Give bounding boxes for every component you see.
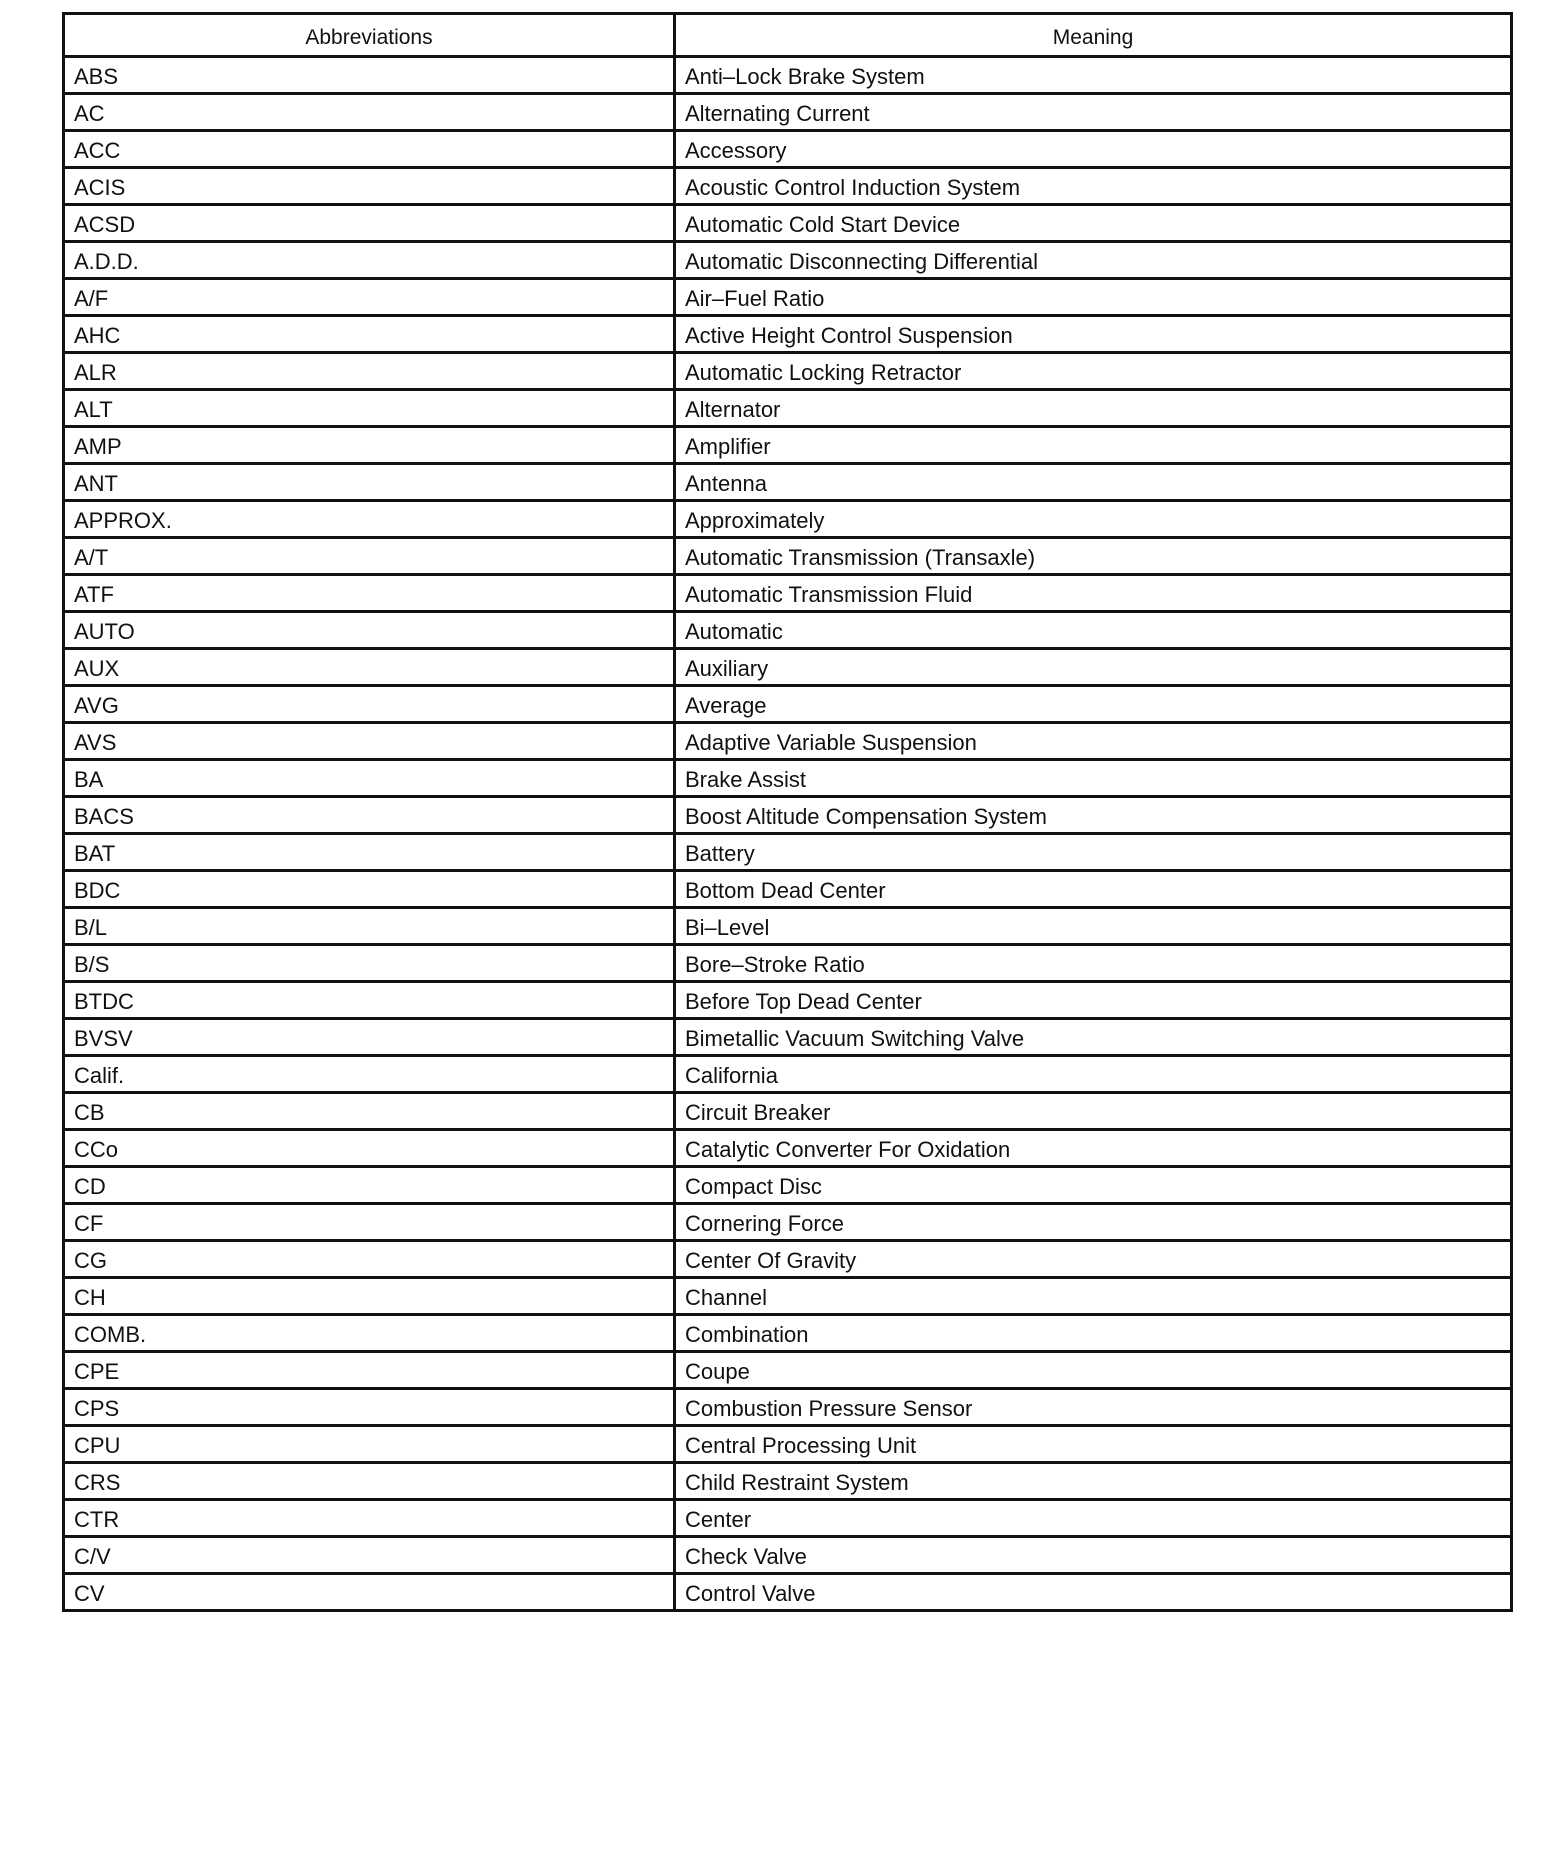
- abbreviation-cell: CPU: [64, 1426, 675, 1463]
- abbreviation-cell: A/F: [64, 279, 675, 316]
- abbreviation-cell: AHC: [64, 316, 675, 353]
- table-row: [64, 538, 1512, 575]
- abbreviations-table: [62, 12, 1513, 1612]
- table-row: [64, 1426, 1512, 1463]
- table-row: [64, 723, 1512, 760]
- table-row: [64, 1500, 1512, 1537]
- table-row: [64, 279, 1512, 316]
- table-row: [64, 1019, 1512, 1056]
- meaning-cell: Bi–Level: [675, 908, 1512, 945]
- abbreviation-cell: AUTO: [64, 612, 675, 649]
- table-row: [64, 1167, 1512, 1204]
- meaning-cell: Control Valve: [675, 1574, 1512, 1611]
- meaning-cell: Bottom Dead Center: [675, 871, 1512, 908]
- abbreviation-cell: BAT: [64, 834, 675, 871]
- table-row: [64, 353, 1512, 390]
- abbreviation-cell: AC: [64, 94, 675, 131]
- abbreviation-cell: AVG: [64, 686, 675, 723]
- abbreviation-cell: COMB.: [64, 1315, 675, 1352]
- meaning-cell: Brake Assist: [675, 760, 1512, 797]
- abbreviation-cell: CD: [64, 1167, 675, 1204]
- abbreviation-cell: CTR: [64, 1500, 675, 1537]
- abbreviation-cell: B/L: [64, 908, 675, 945]
- abbreviation-cell: BTDC: [64, 982, 675, 1019]
- meaning-cell: Combustion Pressure Sensor: [675, 1389, 1512, 1426]
- meaning-cell: Average: [675, 686, 1512, 723]
- meaning-cell: Boost Altitude Compensation System: [675, 797, 1512, 834]
- table-row: [64, 1241, 1512, 1278]
- table-row: [64, 1093, 1512, 1130]
- meaning-cell: Alternator: [675, 390, 1512, 427]
- abbreviation-cell: AUX: [64, 649, 675, 686]
- meaning-cell: Channel: [675, 1278, 1512, 1315]
- table-row: [64, 982, 1512, 1019]
- table-row: [64, 760, 1512, 797]
- meaning-cell: Automatic Transmission Fluid: [675, 575, 1512, 612]
- abbreviation-cell: ACIS: [64, 168, 675, 205]
- table-row: [64, 464, 1512, 501]
- meaning-cell: Center Of Gravity: [675, 1241, 1512, 1278]
- meaning-cell: Coupe: [675, 1352, 1512, 1389]
- meaning-cell: Compact Disc: [675, 1167, 1512, 1204]
- meaning-cell: Automatic Transmission (Transaxle): [675, 538, 1512, 575]
- meaning-cell: Automatic Disconnecting Differential: [675, 242, 1512, 279]
- table-row: [64, 57, 1512, 94]
- column-header-abbreviations: Abbreviations: [64, 14, 675, 57]
- meaning-cell: Alternating Current: [675, 94, 1512, 131]
- abbreviation-cell: BVSV: [64, 1019, 675, 1056]
- abbreviation-cell: C/V: [64, 1537, 675, 1574]
- abbreviation-cell: CG: [64, 1241, 675, 1278]
- abbreviation-cell: ALR: [64, 353, 675, 390]
- abbreviations-table-container: [62, 12, 1510, 1612]
- abbreviation-cell: B/S: [64, 945, 675, 982]
- meaning-cell: Central Processing Unit: [675, 1426, 1512, 1463]
- table-row: [64, 1278, 1512, 1315]
- abbreviation-cell: ACC: [64, 131, 675, 168]
- table-row: [64, 501, 1512, 538]
- meaning-cell: Combination: [675, 1315, 1512, 1352]
- table-row: [64, 1463, 1512, 1500]
- meaning-cell: Battery: [675, 834, 1512, 871]
- meaning-cell: Bore–Stroke Ratio: [675, 945, 1512, 982]
- abbreviation-cell: ALT: [64, 390, 675, 427]
- abbreviation-cell: CH: [64, 1278, 675, 1315]
- abbreviation-cell: BACS: [64, 797, 675, 834]
- table-header-row: [64, 14, 1512, 57]
- meaning-cell: Anti–Lock Brake System: [675, 57, 1512, 94]
- meaning-cell: Bimetallic Vacuum Switching Valve: [675, 1019, 1512, 1056]
- meaning-cell: Catalytic Converter For Oxidation: [675, 1130, 1512, 1167]
- table-row: [64, 575, 1512, 612]
- table-row: [64, 131, 1512, 168]
- table-row: [64, 908, 1512, 945]
- table-row: [64, 1056, 1512, 1093]
- table-row: [64, 1574, 1512, 1611]
- meaning-cell: Check Valve: [675, 1537, 1512, 1574]
- meaning-cell: Child Restraint System: [675, 1463, 1512, 1500]
- table-row: [64, 945, 1512, 982]
- meaning-cell: Accessory: [675, 131, 1512, 168]
- abbreviation-cell: CPS: [64, 1389, 675, 1426]
- table-row: [64, 168, 1512, 205]
- table-row: [64, 242, 1512, 279]
- meaning-cell: Automatic Locking Retractor: [675, 353, 1512, 390]
- table-row: [64, 427, 1512, 464]
- table-row: [64, 686, 1512, 723]
- meaning-cell: Cornering Force: [675, 1204, 1512, 1241]
- table-row: [64, 1204, 1512, 1241]
- table-row: [64, 316, 1512, 353]
- abbreviation-cell: APPROX.: [64, 501, 675, 538]
- meaning-cell: Approximately: [675, 501, 1512, 538]
- table-row: [64, 1389, 1512, 1426]
- table-row: [64, 797, 1512, 834]
- meaning-cell: Air–Fuel Ratio: [675, 279, 1512, 316]
- meaning-cell: Automatic Cold Start Device: [675, 205, 1512, 242]
- meaning-cell: Active Height Control Suspension: [675, 316, 1512, 353]
- meaning-cell: Amplifier: [675, 427, 1512, 464]
- table-row: [64, 1315, 1512, 1352]
- abbreviation-cell: ANT: [64, 464, 675, 501]
- table-row: [64, 390, 1512, 427]
- table-row: [64, 871, 1512, 908]
- meaning-cell: Automatic: [675, 612, 1512, 649]
- abbreviation-cell: A.D.D.: [64, 242, 675, 279]
- abbreviation-cell: A/T: [64, 538, 675, 575]
- abbreviation-cell: CB: [64, 1093, 675, 1130]
- meaning-cell: Auxiliary: [675, 649, 1512, 686]
- table-row: [64, 1130, 1512, 1167]
- abbreviation-cell: CRS: [64, 1463, 675, 1500]
- meaning-cell: Antenna: [675, 464, 1512, 501]
- abbreviation-cell: BA: [64, 760, 675, 797]
- abbreviation-cell: CCo: [64, 1130, 675, 1167]
- abbreviation-cell: CPE: [64, 1352, 675, 1389]
- table-row: [64, 1537, 1512, 1574]
- abbreviation-cell: AMP: [64, 427, 675, 464]
- table-row: [64, 94, 1512, 131]
- abbreviation-cell: CV: [64, 1574, 675, 1611]
- meaning-cell: Center: [675, 1500, 1512, 1537]
- meaning-cell: California: [675, 1056, 1512, 1093]
- table-row: [64, 649, 1512, 686]
- table-row: [64, 205, 1512, 242]
- table-row: [64, 612, 1512, 649]
- abbreviation-cell: BDC: [64, 871, 675, 908]
- abbreviation-cell: Calif.: [64, 1056, 675, 1093]
- abbreviation-cell: ACSD: [64, 205, 675, 242]
- abbreviation-cell: ATF: [64, 575, 675, 612]
- abbreviation-cell: AVS: [64, 723, 675, 760]
- table-row: [64, 834, 1512, 871]
- column-header-meaning: Meaning: [675, 14, 1512, 57]
- table-body: [64, 57, 1512, 1611]
- abbreviation-cell: ABS: [64, 57, 675, 94]
- meaning-cell: Before Top Dead Center: [675, 982, 1512, 1019]
- abbreviation-cell: CF: [64, 1204, 675, 1241]
- meaning-cell: Adaptive Variable Suspension: [675, 723, 1512, 760]
- table-row: [64, 1352, 1512, 1389]
- meaning-cell: Acoustic Control Induction System: [675, 168, 1512, 205]
- meaning-cell: Circuit Breaker: [675, 1093, 1512, 1130]
